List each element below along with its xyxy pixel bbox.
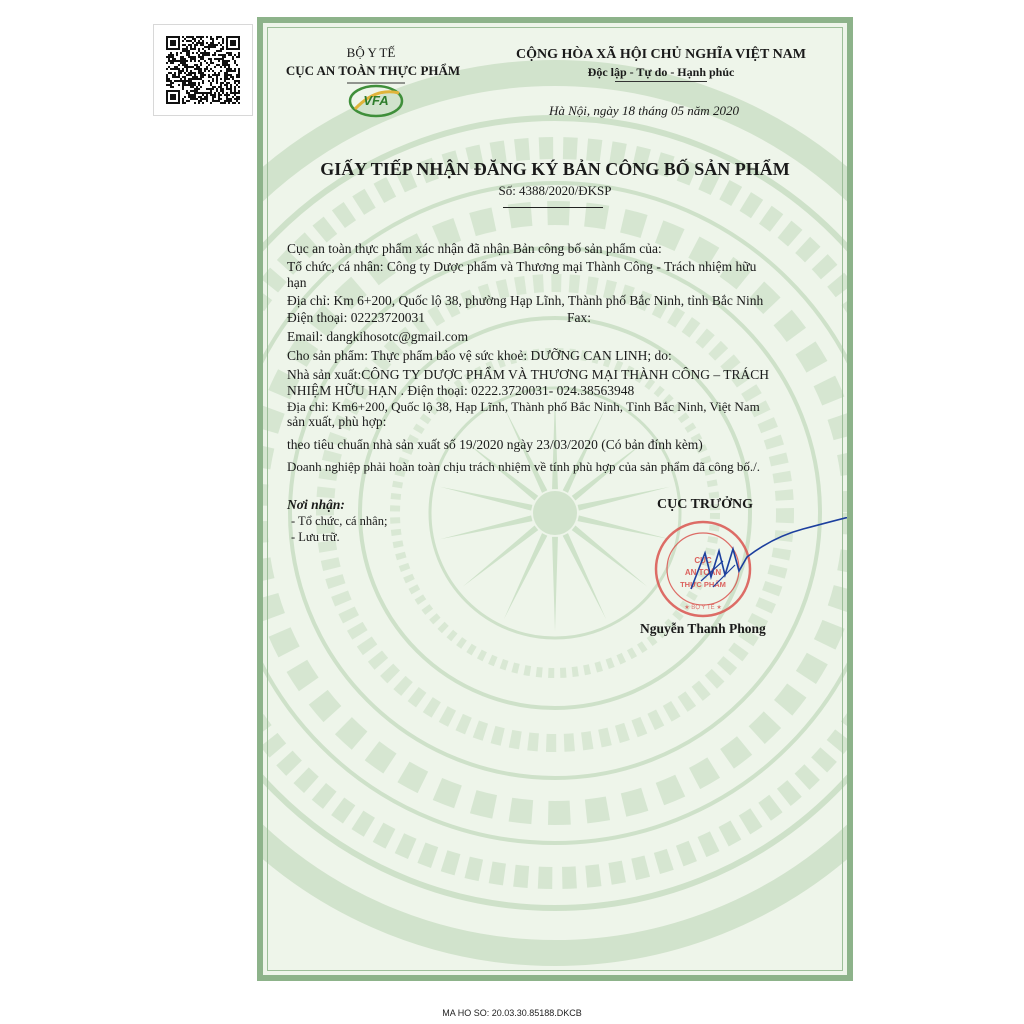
vfa-logo-text: VFA xyxy=(363,93,389,108)
document-content xyxy=(263,23,847,975)
manufacturer-address-line-2: sản xuất, phù hợp: xyxy=(287,414,387,429)
agency-name: CỤC AN TOÀN THỰC PHẨM xyxy=(285,63,461,78)
national-motto: Độc lập - Tự do - Hạnh phúc xyxy=(587,65,735,79)
document-number: Số: 4388/2020/ĐKSP xyxy=(498,183,612,198)
product-line: Cho sản phẩm: Thực phẩm bảo vệ sức khoẻ: DƯỠNG CAN LINH; do: xyxy=(287,348,672,363)
svg-text:CỤC: CỤC xyxy=(694,556,712,565)
handwritten-signature-icon xyxy=(691,517,849,589)
title-divider xyxy=(503,207,603,208)
intro-text: Cục an toàn thực phẩm xác nhận đã nhận Bản công bố sản phẩm của: xyxy=(287,241,662,256)
organization-fax: Fax: xyxy=(567,310,592,325)
organization-phone: Điện thoại: 02223720031 xyxy=(287,310,425,325)
ministry-name: BỘ Y TẾ xyxy=(346,45,396,60)
svg-text:★ BỘ Y TẾ ★: ★ BỘ Y TẾ ★ xyxy=(684,605,722,611)
republic-name: CỘNG HÒA XÃ HỘI CHỦ NGHĨA VIỆT NAM xyxy=(515,47,806,62)
responsibility-line: Doanh nghiệp phải hoàn toàn chịu trách nhiệm về tính phù hợp của sản phẩm đã công bố./. xyxy=(287,459,760,474)
manufacturer-line-1: Nhà sản xuất:CÔNG TY DƯỢC PHẨM VÀ THƯƠNG MẠI THÀNH CÔNG – TRÁCH xyxy=(287,367,769,382)
signer-name: Nguyễn Thanh Phong xyxy=(640,621,766,636)
qr-code-image xyxy=(166,36,240,104)
organization-email: Email: dangkihosotc@gmail.com xyxy=(287,329,469,344)
recipient-item: - Tổ chức, cá nhân; xyxy=(291,514,388,528)
standard-line: theo tiêu chuẩn nhà sản xuất số 19/2020 ngày 23/03/2020 (Có bản đính kèm) xyxy=(287,437,703,452)
certificate-document xyxy=(257,17,853,981)
recipient-item: - Lưu trữ. xyxy=(291,530,340,544)
organization-line-2: hạn xyxy=(287,275,307,290)
svg-text:THỰC PHẨM: THỰC PHẨM xyxy=(680,580,726,589)
qr-code xyxy=(153,24,253,116)
organization-line-1: Tổ chức, cá nhân: Công ty Dược phẩm và Thương mại Thành Công - Trách nhiệm hữu xyxy=(287,259,757,274)
manufacturer-address-line-1: Địa chỉ: Km6+200, Quốc lộ 38, Hạp Lĩnh, Thành phố Bắc Ninh, Tỉnh Bắc Ninh, Việt Nam xyxy=(287,399,760,414)
signer-position: CỤC TRƯỞNG xyxy=(657,497,754,512)
motto-underline xyxy=(615,81,707,82)
svg-text:AN TOÀN: AN TOÀN xyxy=(684,568,722,577)
vfa-logo xyxy=(341,79,411,119)
dossier-code: MA HO SO: 20.03.30.85188.DKCB xyxy=(442,1008,582,1018)
organization-address: Địa chỉ: Km 6+200, Quốc lộ 38, phường Hạp Lĩnh, Thành phố Bắc Ninh, tỉnh Bắc Ninh xyxy=(287,293,764,308)
official-seal-and-signature xyxy=(653,517,853,621)
manufacturer-line-2: NHIỆM HỮU HẠN . Điện thoại: 0222.3720031- 024.38563948 xyxy=(287,383,635,398)
document-title: GIẤY TIẾP NHẬN ĐĂNG KÝ BẢN CÔNG BỐ SẢN PHẨM xyxy=(320,159,790,179)
red-seal-icon xyxy=(656,522,750,616)
recipients-heading: Nơi nhận: xyxy=(287,497,345,512)
issue-date: Hà Nội, ngày 18 tháng 05 năm 2020 xyxy=(549,103,739,118)
